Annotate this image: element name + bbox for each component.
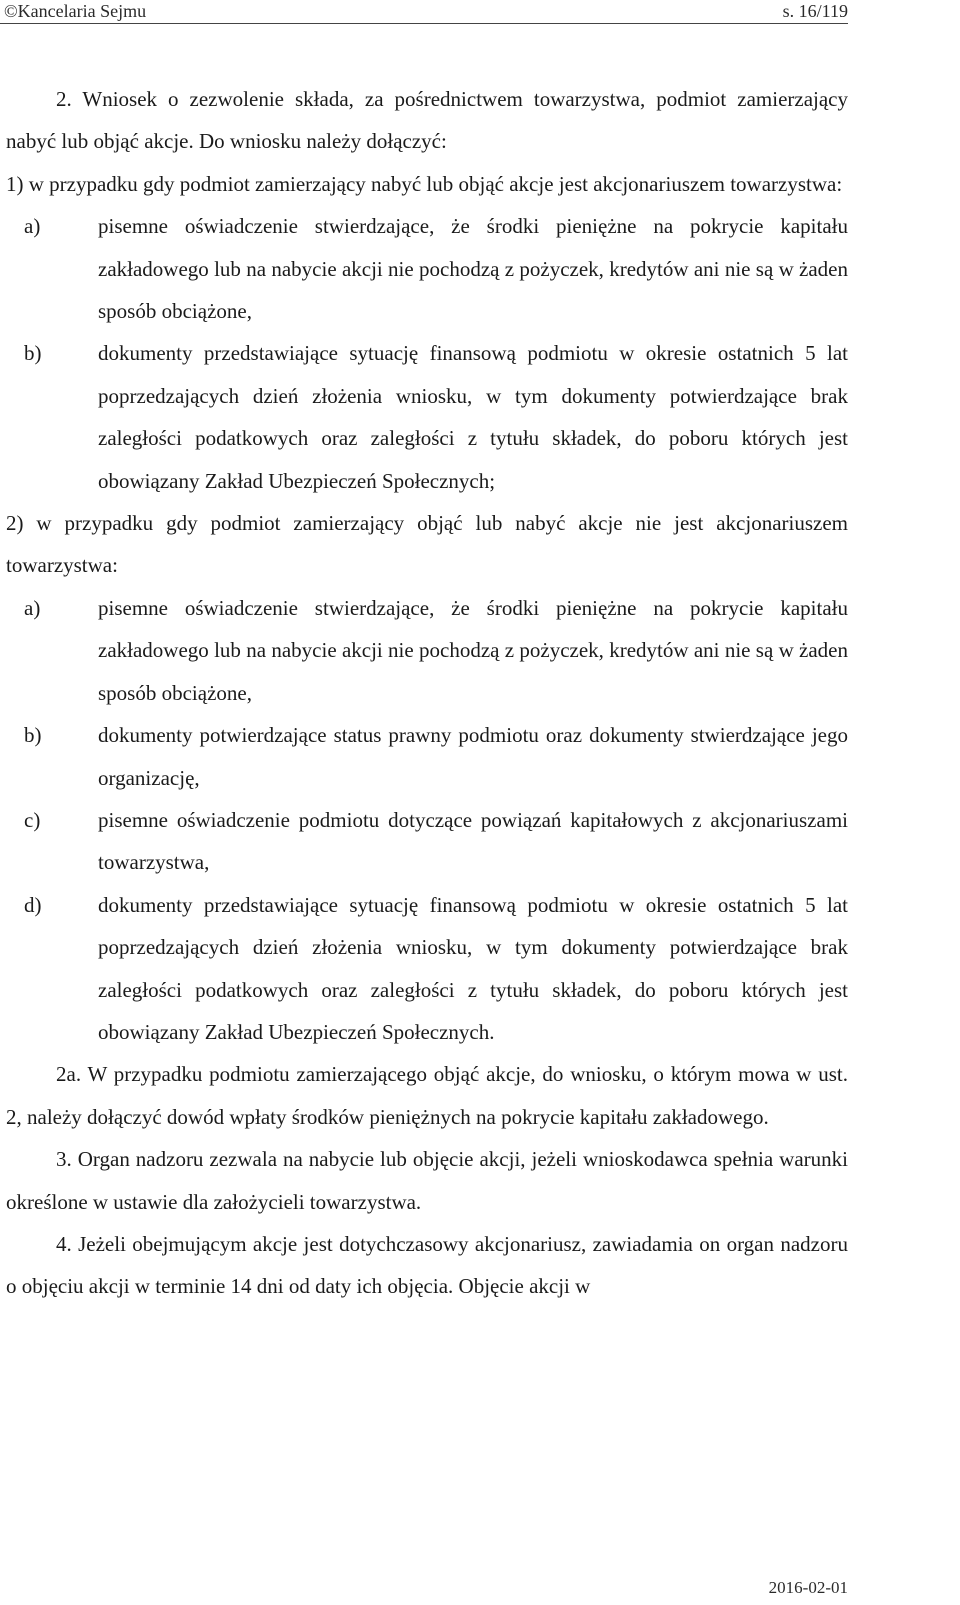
point-1-b [6, 332, 848, 502]
letter-text: pisemne oświadczenie stwierdzające, że środki pieniężne na pokrycie kapitału zakładowego lub na nabycie akcji nie pochodzą z pożyczek, kredytów ani nie są w żaden sposób obciążone, [98, 214, 848, 324]
point-2: 2) w przypadku gdy podmiot zamierzający objąć lub nabyć akcje nie jest akcjonariuszem towarzystwa: [6, 511, 848, 578]
point-2-b [6, 714, 848, 799]
footer-date: 2016-02-01 [768, 1578, 848, 1597]
letter-marker: a) [24, 214, 41, 239]
paragraph-3: 3. Organ nadzoru zezwala na nabycie lub objęcie akcji, jeżeli wnioskodawca spełnia warunki określone w ustawie dla założycieli towarzystwa. [6, 1147, 848, 1214]
header-source: ©Kancelaria Sejmu [4, 1, 147, 21]
letter-marker: b) [24, 341, 42, 366]
letter-text: dokumenty potwierdzające status prawny podmiotu oraz dokumenty stwierdzające jego organizację, [98, 723, 848, 790]
letter-text: dokumenty przedstawiające sytuację finansową podmiotu w okresie ostatnich 5 lat poprzedzających dzień złożenia wniosku, w tym dokumenty potwierdzające brak zaległości podatkowych oraz zaległości z tytułu składek, do poboru których jest obowiązany Zakład Ubezpieczeń Społecznych. [98, 892, 848, 1044]
point-1: 1) w przypadku gdy podmiot zamierzający nabyć lub objąć akcje jest akcjonariuszem towarzystwa: [6, 171, 843, 196]
letter-marker: b) [24, 723, 42, 748]
paragraph-2: 2. Wniosek o zezwolenie składa, za pośrednictwem towarzystwa, podmiot zamierzający nabyć lub objąć akcje. Do wniosku należy dołączyć: [6, 87, 848, 154]
point-1-a [6, 205, 848, 332]
document-body [6, 78, 848, 1308]
point-2-d [6, 884, 848, 1054]
letter-text: dokumenty przedstawiające sytuację finansową podmiotu w okresie ostatnich 5 lat poprzedzających dzień złożenia wniosku, w tym dokumenty potwierdzające brak zaległości podatkowych oraz zaległości z tytułu składek, do poboru których jest obowiązany Zakład Ubezpieczeń Społecznych; [98, 341, 848, 493]
letter-marker: d) [24, 892, 42, 917]
letter-marker: c) [24, 807, 41, 832]
page-header [0, 0, 960, 24]
letter-text: pisemne oświadczenie podmiotu dotyczące powiązań kapitałowych z akcjonariuszami towarzystwa, [98, 807, 848, 875]
point-2-a [6, 587, 848, 714]
point-2-c [6, 799, 848, 884]
paragraph-2a: 2a. W przypadku podmiotu zamierzającego objąć akcje, do wniosku, o którym mowa w ust. 2, należy dołączyć dowód wpłaty środków pieniężnych na pokrycie kapitału zakładowego. [6, 1062, 848, 1129]
paragraph-4: 4. Jeżeli obejmującym akcje jest dotychczasowy akcjonariusz, zawiadamia on organ nadzoru o objęciu akcji w terminie 14 dni od daty ich objęcia. Objęcie akcji w [6, 1231, 848, 1299]
letter-text: pisemne oświadczenie stwierdzające, że środki pieniężne na pokrycie kapitału zakładowego lub na nabycie akcji nie pochodzą z pożyczek, kredytów ani nie są w żaden sposób obciążone, [98, 595, 848, 705]
letter-marker: a) [24, 595, 41, 620]
header-divider [0, 23, 848, 24]
page-number: s. 16/119 [782, 1, 848, 21]
